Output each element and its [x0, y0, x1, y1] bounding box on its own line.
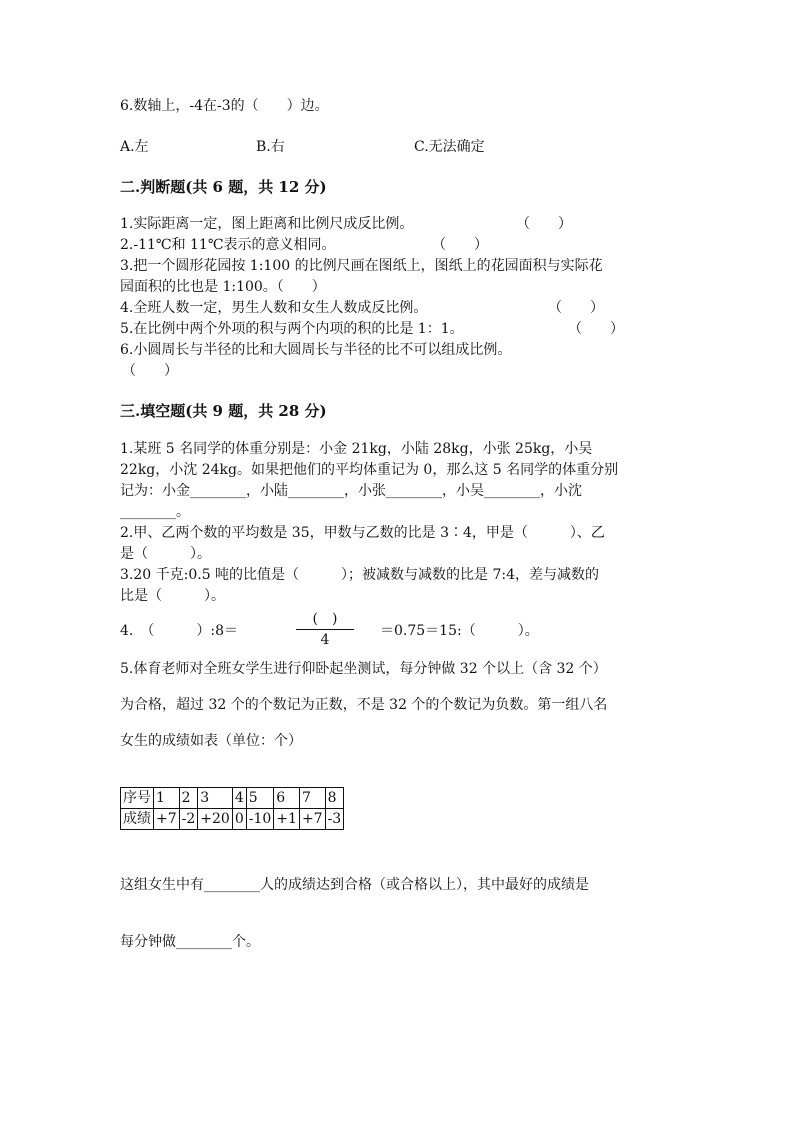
table-cell: 5	[246, 788, 274, 809]
table-cell: -2	[179, 809, 198, 830]
fill-q1-line4: ________。	[120, 504, 190, 520]
table-cell: 7	[299, 788, 325, 809]
score-table	[120, 787, 344, 830]
table-cell: -3	[325, 809, 344, 830]
fill-q2-line1: 2.甲、乙两个数的平均数是 35，甲数与乙数的比是 3∶4，甲是（ ）、乙	[120, 525, 605, 541]
judge-item-2: 2.-11℃和 11℃表示的意义相同。	[120, 237, 336, 253]
judge-item-4-paren: （ ）	[548, 300, 604, 316]
judge-item-5: 5.在比例中两个外项的积与两个内项的积的比是 1：1。	[120, 321, 464, 337]
judge-item-6-line1: 6.小圆周长与半径的比和大圆周长与半径的比不可以组成比例。	[120, 342, 512, 358]
table-cell: 序号	[121, 788, 154, 809]
fill-q2-line2: 是（ ）。	[120, 546, 211, 562]
fill-q1-line1: 1.某班 5 名同学的体重分别是：小金 21kg，小陆 28kg，小张 25kg，小吴	[120, 441, 593, 457]
fill-q5-line2: 为合格，超过 32 个的个数记为正数，不是 32 个的个数记为负数。第一组八名	[120, 697, 608, 713]
fill-q4-part1: 4. （ ）:8＝	[120, 623, 238, 639]
table-cell: +7	[299, 809, 325, 830]
fraction-denominator: 4	[320, 632, 330, 648]
q6-option-b: B.右	[256, 139, 285, 155]
judge-item-5-paren: （ ）	[568, 321, 624, 337]
judge-item-6-line2: （ ）	[122, 363, 178, 379]
fraction-bar	[296, 629, 354, 630]
fill-q5-after-line2: 每分钟做________个。	[120, 934, 260, 950]
table-row	[121, 809, 344, 830]
fill-q3-line1: 3.20 千克:0.5 吨的比值是（ ）；被减数与减数的比是 7:4，差与减数的	[120, 567, 600, 583]
table-cell: +1	[274, 809, 300, 830]
judge-item-3-line1: 3.把一个圆形花园按 1:100 的比例尺画在图纸上，图纸上的花园面积与实际花	[120, 258, 603, 274]
table-cell: 6	[274, 788, 300, 809]
section3-heading: 三.填空题(共 9 题，共 28 分)	[120, 402, 327, 420]
table-cell: 0	[232, 809, 246, 830]
table-cell: 1	[154, 788, 180, 809]
table-cell: 8	[325, 788, 344, 809]
fill-q4-fraction	[296, 611, 354, 648]
section2-heading: 二.判断题(共 6 题，共 12 分)	[120, 178, 327, 196]
judge-item-1: 1.实际距离一定，图上距离和比例尺成反比例。	[120, 216, 414, 232]
judge-item-1-paren: （ ）	[516, 216, 572, 232]
judge-item-3-line2: 园面积的比也是 1:100。（ ）	[120, 279, 326, 295]
judge-item-4: 4.全班人数一定，男生人数和女生人数成反比例。	[120, 300, 428, 316]
fill-q4-part2: ＝0.75＝15:（ ）。	[380, 623, 539, 639]
fraction-numerator: ( )	[312, 611, 338, 627]
fill-q5-after-line1: 这组女生中有________人的成绩达到合格（或合格以上），其中最好的成绩是	[120, 877, 589, 893]
table-cell: +20	[198, 809, 233, 830]
q6-option-c: C.无法确定	[414, 139, 485, 155]
table-cell: 3	[198, 788, 233, 809]
judge-item-2-paren: （ ）	[432, 237, 488, 253]
fill-q5-line1: 5.体育老师对全班女学生进行仰卧起坐测试，每分钟做 32 个以上（含 32 个）	[120, 661, 607, 677]
fill-q1-line2: 22kg，小沈 24kg。如果把他们的平均体重记为 0，那么这 5 名同学的体重分别	[120, 462, 619, 478]
q6-stem: 6.数轴上，-4在-3的（ ）边。	[120, 98, 329, 114]
fill-q1-line3: 记为：小金________，小陆________，小张________，小吴________，小沈	[120, 483, 582, 499]
q6-option-a: A.左	[120, 139, 149, 155]
table-cell: 2	[179, 788, 198, 809]
table-row	[121, 788, 344, 809]
fill-q5-line3: 女生的成绩如表（单位：个）	[120, 733, 302, 749]
table-cell: +7	[154, 809, 180, 830]
fill-q3-line2: 比是（ ）。	[120, 588, 225, 604]
table-cell: 4	[232, 788, 246, 809]
table-cell: -10	[246, 809, 274, 830]
table-cell: 成绩	[121, 809, 154, 830]
